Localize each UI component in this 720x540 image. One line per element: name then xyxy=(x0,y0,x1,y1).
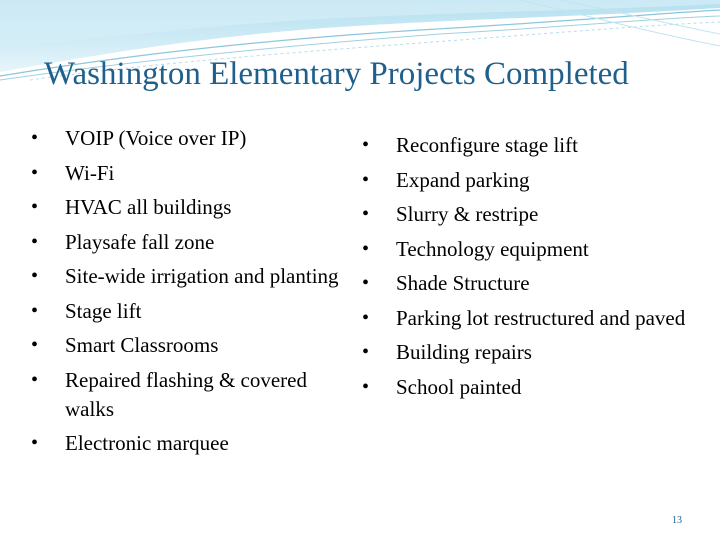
list-item: • Wi-Fi xyxy=(29,159,349,188)
list-item: • Shade Structure xyxy=(360,269,695,298)
list-item: • Playsafe fall zone xyxy=(29,228,349,257)
list-item: • Electronic marquee xyxy=(29,429,349,458)
list-item: • School painted xyxy=(360,373,695,402)
left-bullet-list xyxy=(29,124,349,464)
list-item: • HVAC all buildings xyxy=(29,193,349,222)
page-number: 13 xyxy=(672,515,682,526)
list-item: • Smart Classrooms xyxy=(29,331,349,360)
slide-title: Washington Elementary Projects Completed xyxy=(44,56,629,92)
list-item: • Repaired flashing & covered walks xyxy=(29,366,349,424)
list-item: • Site-wide irrigation and planting xyxy=(29,262,349,291)
list-item: • Slurry & restripe xyxy=(360,200,695,229)
list-item: • Reconfigure stage lift xyxy=(360,131,695,160)
list-item: • Technology equipment xyxy=(360,235,695,264)
list-item: • Expand parking xyxy=(360,166,695,195)
list-item: • Building repairs xyxy=(360,338,695,367)
list-item: • Parking lot restructured and paved xyxy=(360,304,695,333)
list-item: • Stage lift xyxy=(29,297,349,326)
list-item: • VOIP (Voice over IP) xyxy=(29,124,349,153)
right-bullet-list xyxy=(360,131,695,407)
